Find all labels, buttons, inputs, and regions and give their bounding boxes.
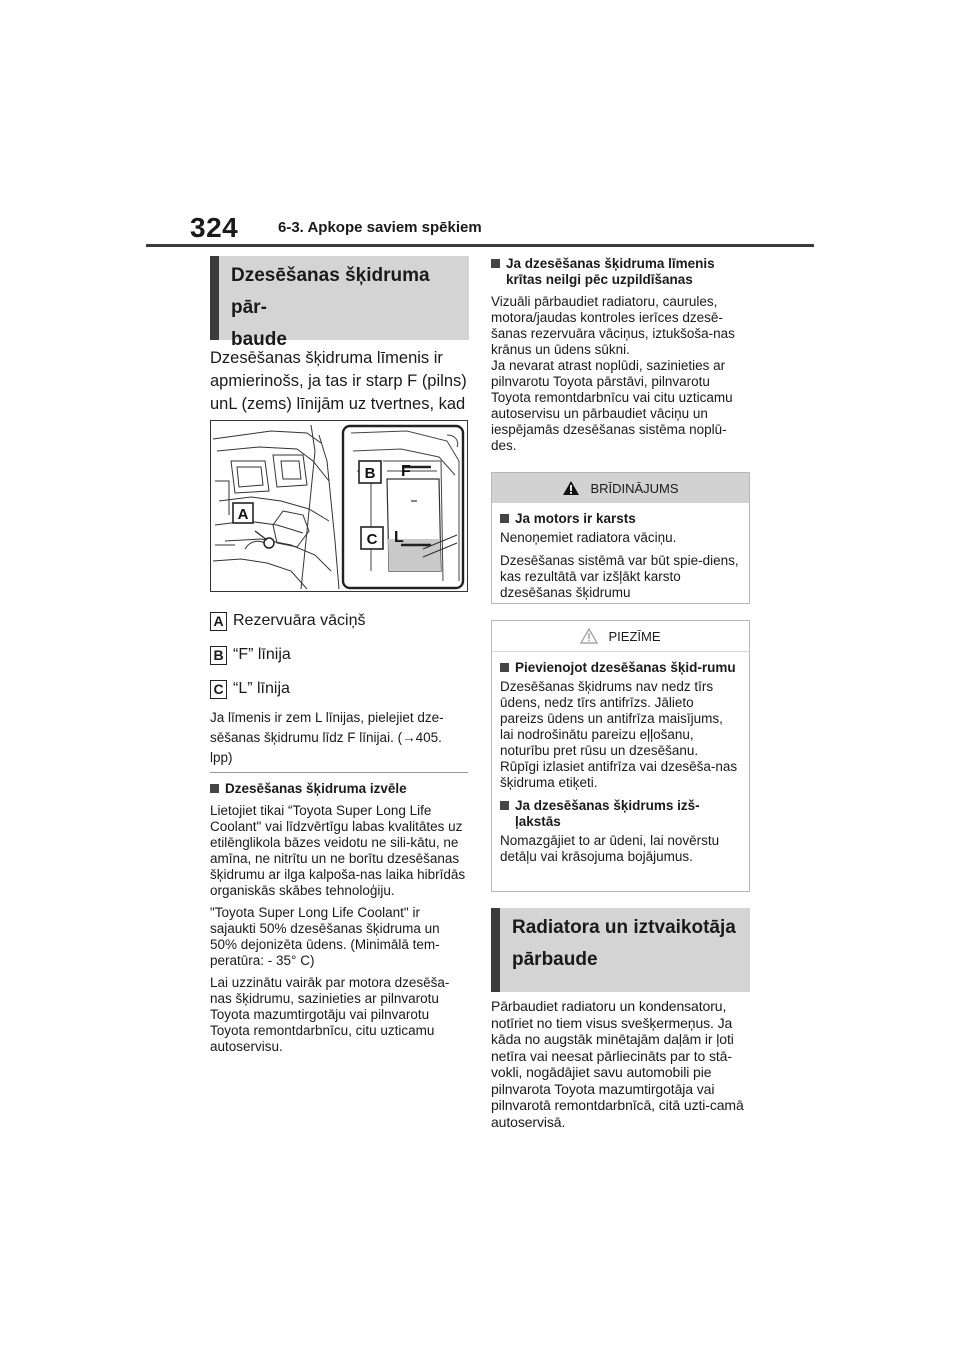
coolant-selection-heading-text: Dzesēšanas šķidruma izvēle xyxy=(225,781,407,796)
section-title: 6-3. Apkope saviem spēkiem xyxy=(278,219,482,236)
notice-box-title: PIEZĪME xyxy=(608,628,661,644)
page-number: 324 xyxy=(190,212,239,243)
square-bullet-icon xyxy=(491,259,500,268)
legend-text-a: Rezervuāra vāciņš xyxy=(233,612,366,629)
legend-letter-a: A xyxy=(210,612,227,631)
callout-a-label: A xyxy=(237,506,249,523)
warning-box xyxy=(491,472,750,604)
level-drops-paragraph: Vizuāli pārbaudiet radiatoru, caurules, motora/jaudas kontroles ierīces dzesē-šanas rezervuāra vāciņus, iztukšoša-nas krānus un ūdens sūkni. xyxy=(491,294,735,357)
legend-item-b xyxy=(210,638,468,672)
section-divider xyxy=(210,772,468,773)
coolant-check-heading-text: Dzesēšanas šķidruma pār- baude xyxy=(231,265,430,350)
coolant-selection-paragraph: Lietojiet tikai “Toyota Super Long Life Coolant" vai līdzvērtīgu labas kvalitātes uz etilēnglikola bāzes veidotu ne sili-kātu, ne amīna, ne nitrītu un ne borītu dzesēšanas šķidrumu ar ilga kalpoša-nas laika hibrīdās organiskās skābes tehnoloģiju. xyxy=(210,803,466,898)
square-bullet-icon xyxy=(500,514,509,523)
warning-paragraph: Dzesēšanas sistēmā var būt spie-diens, kas rezultātā var izšļākt karsto dzesēšanas šķidrumu xyxy=(500,553,739,600)
coolant-selection-heading xyxy=(210,781,468,797)
notice-box xyxy=(491,620,750,892)
l-label: L xyxy=(394,529,404,546)
radiator-check-text: Pārbaudiet radiatoru un kondensatoru, notīriet no tiem visus svešķermeņus. Ja kāda no augstāk minētajām daļām ir ļoti netīra vai neesat pārliecināts par to stā-vokli, nogādājiet savu automobili pie pilnvarota Toyota mazumtirgotāja vai pilnvarotā remontdarbnīcā, citā uzti-camā autoservisā. xyxy=(491,998,744,1130)
notice-subheading xyxy=(500,798,740,830)
notice-paragraph: Dzesēšanas šķidrums nav nedz tīrs ūdens, nedz tīrs antifrīzs. Jālieto pareizs ūdens un antifrīza maisījums, lai nodrošinātu pareizu eļļošanu, noturību pret rūsu un dzesēšanu. Rūpīgi izlasiet antifrīza vai dzesēša-nas šķidruma etiķeti. xyxy=(500,679,738,790)
legend-text-b: “F” līnija xyxy=(233,646,291,663)
notice-paragraph: Nomazgājiet to ar ūdeni, lai novērstu detāļu vai krāsojuma bojājumus. xyxy=(500,833,720,864)
legend-letter-c: C xyxy=(210,680,227,699)
warning-triangle-icon xyxy=(562,480,580,496)
warning-paragraph: Nenoņemiet radiatora vāciņu. xyxy=(500,530,677,545)
legend-item-c xyxy=(210,672,468,706)
header-rule xyxy=(146,244,814,247)
callout-b-label: B xyxy=(364,465,376,482)
notice-subheading xyxy=(500,660,740,676)
figure-legend xyxy=(210,604,468,706)
square-bullet-icon xyxy=(500,663,509,672)
coolant-selection-body xyxy=(210,803,468,1055)
engine-coolant-reservoir-figure xyxy=(210,420,468,592)
square-bullet-icon xyxy=(500,801,509,810)
warning-box-header xyxy=(492,473,749,503)
engine-bay-illustration xyxy=(211,421,467,591)
notice-box-body xyxy=(492,652,749,878)
warning-box-body xyxy=(492,503,749,614)
notice-triangle-icon xyxy=(580,628,598,644)
coolant-selection-section xyxy=(210,781,468,1061)
warning-subheading xyxy=(500,511,740,527)
level-drops-body xyxy=(491,294,750,454)
warning-subheading-text: Ja motors ir karsts xyxy=(515,511,636,526)
coolant-selection-paragraph: "Toyota Super Long Life Coolant" ir sajaukti 50% dzesēšanas šķidruma un 50% dejonizēta ūdens. (Minimālā tem-peratūra: - 35° C) xyxy=(210,905,440,968)
square-bullet-icon xyxy=(210,784,219,793)
coolant-selection-paragraph: Lai uzzinātu vairāk par motora dzesēša-nas šķidrumu, sazinieties ar pilnvarotu Toyota mazumtirgotāju vai pilnvarotu Toyota remontdarbnīcu, citu uzticamu autoservisu. xyxy=(210,975,450,1054)
coolant-intro: Dzesēšanas šķidruma līmenis ir apmierinošs, ja tas ir starp F (pilns) unL (zems) līnijām uz tvertnes, kad xyxy=(210,349,467,413)
f-label: F xyxy=(401,463,411,480)
warning-box-title: BRĪDINĀJUMS xyxy=(590,480,679,496)
refill-note: Ja līmenis ir zem L līnijas, pielejiet dze-sēšanas šķidrumu līdz F līnijai. (→405. lpp) xyxy=(210,710,444,765)
notice-box-header xyxy=(492,621,749,652)
level-drops-heading-text: Ja dzesēšanas šķidruma līmenis krītas neilgi pēc uzpildīšanas xyxy=(506,256,715,287)
legend-letter-b: B xyxy=(210,646,227,665)
callout-c-label: C xyxy=(366,531,378,548)
notice-subheading-text: Ja dzesēšanas šķidrums izš-ļakstās xyxy=(515,798,700,829)
level-drops-heading xyxy=(491,256,750,288)
legend-text-c: “L” līnija xyxy=(233,680,290,697)
notice-subheading-text: Pievienojot dzesēšanas šķid-rumu xyxy=(515,660,736,675)
level-drops-paragraph: Ja nevarat atrast noplūdi, sazinieties ar pilnvarotu Toyota pārstāvi, pilnvarotu Toyota remontdarbnīcu vai citu uzticamu autoservisu un pārbaudiet vāciņu un iespējamās dzesēšanas sistēma noplū-des. xyxy=(491,358,733,453)
coolant-check-heading xyxy=(210,256,469,350)
level-drops-section xyxy=(491,256,750,454)
radiator-check-heading-text: Radiatora un iztvaikotāja pārbaude xyxy=(512,917,736,970)
radiator-check-heading xyxy=(491,908,750,992)
legend-item-a xyxy=(210,604,468,638)
